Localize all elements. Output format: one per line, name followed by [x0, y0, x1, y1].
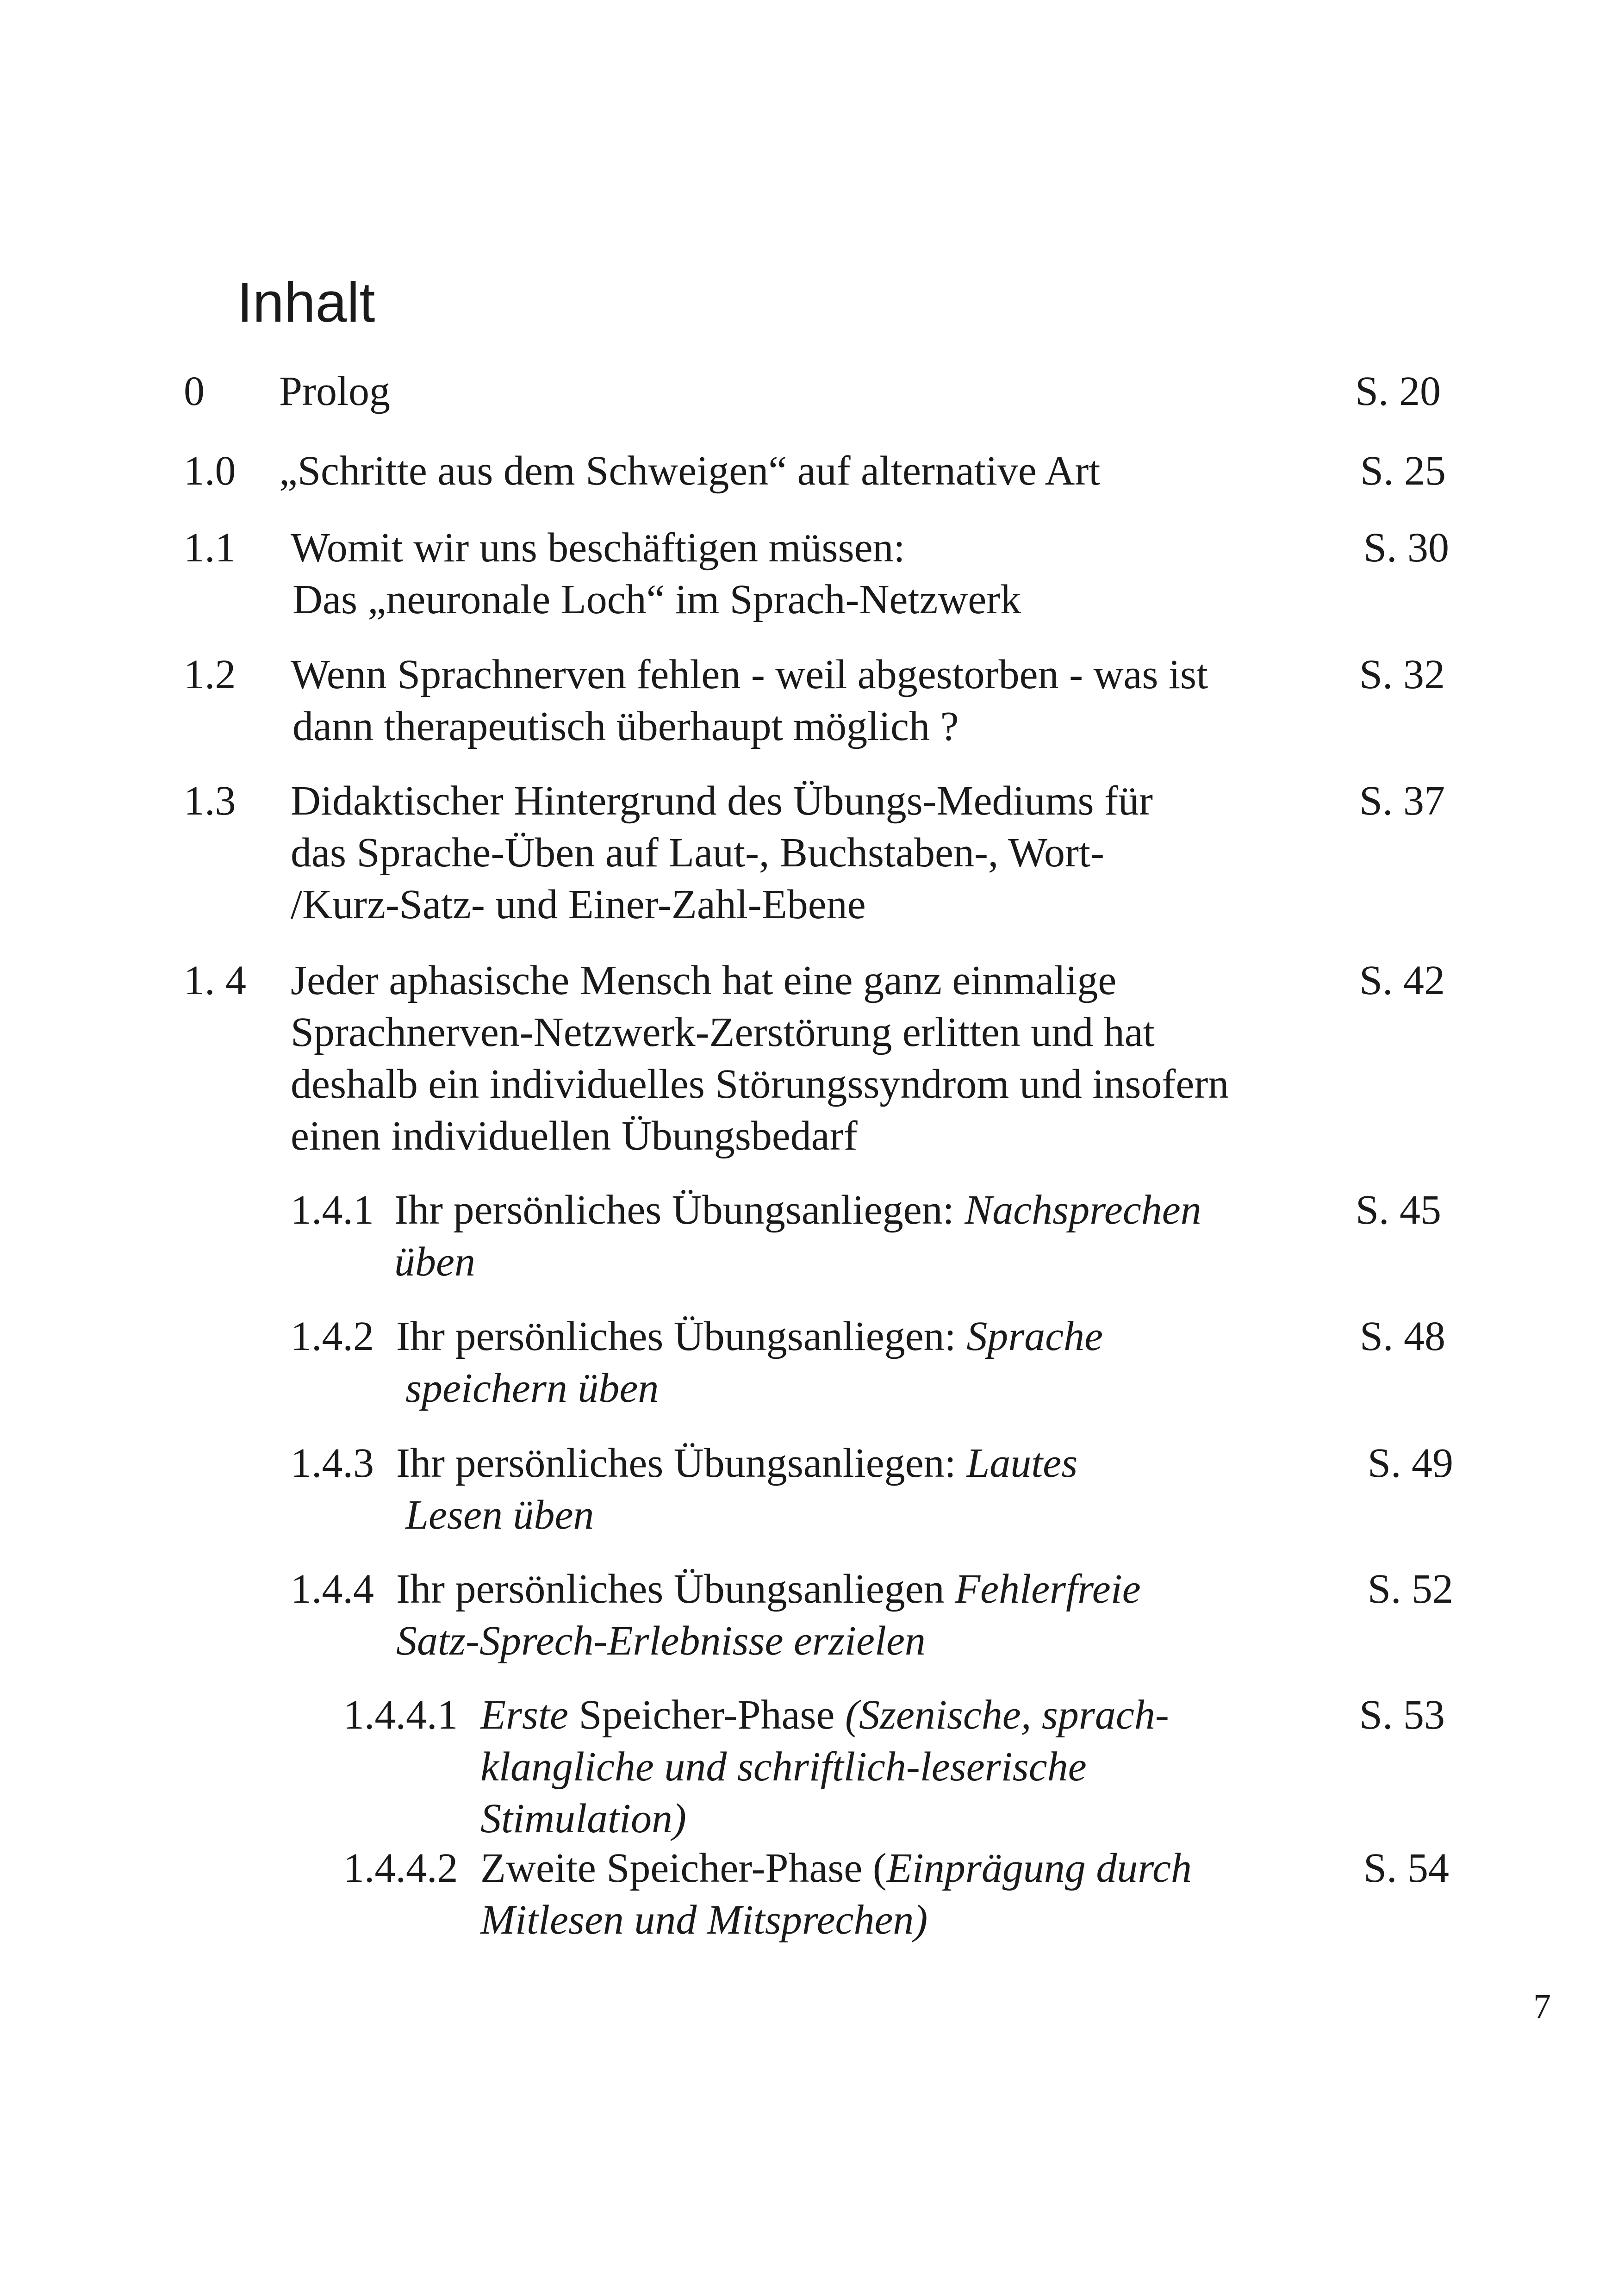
title-italic-part: Nachsprechen — [965, 1187, 1201, 1233]
entry-title-line: deshalb ein individuelles Störungssyndrom und insofern — [291, 1061, 1229, 1107]
entry-page-ref: S. 48 — [1360, 1313, 1446, 1359]
entry-title-line — [480, 1842, 1192, 1894]
entry-number: 1.0 — [184, 448, 236, 494]
title-italic-part: Fehlerfreie — [955, 1566, 1141, 1612]
entry-number: 0 — [184, 368, 205, 414]
entry-title-line: Womit wir uns beschäftigen müssen: — [291, 525, 905, 571]
entry-page-ref: S. 42 — [1359, 958, 1445, 1003]
entry-number: 1.4.1 — [291, 1187, 374, 1233]
entry-title-line: Wenn Sprachnerven fehlen - weil abgestorben - was ist — [291, 652, 1208, 697]
entry-title — [480, 1689, 1169, 1845]
entry-title-line: dann therapeutisch überhaupt möglich ? — [292, 703, 959, 749]
entry-number: 1.4.3 — [291, 1440, 374, 1486]
entry-number: 1.2 — [184, 652, 236, 697]
entry-title — [291, 522, 1021, 626]
entry-title — [279, 445, 1100, 497]
title-italic-part: Erste — [480, 1692, 568, 1738]
entry-number: 1.4.4 — [291, 1566, 374, 1612]
entry-title — [291, 649, 1208, 753]
entry-title — [291, 955, 1229, 1162]
title-regular-part: Zweite Speicher-Phase ( — [480, 1845, 887, 1891]
title-regular-part: Speicher-Phase — [568, 1692, 845, 1738]
entry-page-ref: S. 25 — [1360, 448, 1446, 494]
entry-page-ref: S. 30 — [1363, 525, 1450, 571]
entry-number: 1.4.2 — [291, 1313, 374, 1359]
entry-page-ref: S. 45 — [1356, 1187, 1442, 1233]
title-regular-part: Ihr persönliches Übungsanliegen: — [394, 1187, 965, 1233]
entry-title-line — [394, 1184, 1201, 1236]
entry-number: 1.4.4.1 — [343, 1692, 458, 1738]
page-number: 7 — [1533, 1987, 1551, 2026]
page-title: Inhalt — [237, 271, 375, 334]
entry-page-ref: S. 53 — [1359, 1692, 1445, 1738]
entry-title-line: einen individuellen Übungsbedarf — [291, 1113, 858, 1159]
entry-title-line: speichern üben — [405, 1365, 659, 1411]
entry-number: 1.1 — [184, 525, 236, 571]
title-regular-part: Ihr persönliches Übungsanliegen — [396, 1566, 955, 1612]
entry-title-line: das Sprache-Üben auf Laut-, Buchstaben-, Wort- — [291, 830, 1104, 876]
entry-title-line: Stimulation) — [480, 1796, 686, 1842]
entry-title-line: Sprachnerven-Netzwerk-Zerstörung erlitten und hat — [291, 1009, 1155, 1055]
title-italic-part: (Szenische, sprach- — [845, 1692, 1169, 1738]
entry-title — [480, 1842, 1192, 1946]
title-regular-part: Ihr persönliches Übungsanliegen: — [396, 1313, 967, 1359]
entry-number: 1.3 — [184, 778, 236, 824]
entry-page-ref: S. 49 — [1368, 1440, 1454, 1486]
entry-page-ref: S. 20 — [1355, 368, 1441, 414]
entry-title-line — [396, 1563, 1141, 1615]
entry-title-line — [480, 1689, 1169, 1741]
entry-number: 1. 4 — [184, 958, 246, 1003]
entry-title-line: Satz-Sprech-Erlebnisse erzielen — [396, 1618, 926, 1664]
entry-title — [396, 1311, 1103, 1414]
entry-title-line: klangliche und schriftlich-leserische — [480, 1744, 1087, 1790]
entry-title-line: /Kurz-Satz- und Einer-Zahl-Ebene — [291, 882, 866, 927]
entry-number: 1.4.4.2 — [343, 1845, 458, 1891]
entry-title-line: „Schritte aus dem Schweigen“ auf alternative Art — [279, 448, 1101, 494]
entry-title-line: Prolog — [279, 368, 391, 414]
entry-title-line — [396, 1437, 1077, 1489]
title-italic-part: Sprache — [966, 1313, 1103, 1359]
title-regular-part: Ihr persönliches Übungsanliegen: — [396, 1440, 967, 1486]
entry-title-line: üben — [394, 1239, 475, 1285]
entry-title — [279, 366, 390, 417]
entry-title — [396, 1563, 1141, 1667]
entry-title-line: Jeder aphasische Mensch hat eine ganz einmalige — [291, 958, 1117, 1003]
entry-title — [396, 1437, 1077, 1541]
entry-title-line: Didaktischer Hintergrund des Übungs-Mediums für — [291, 778, 1153, 824]
entry-title — [394, 1184, 1201, 1288]
title-italic-part: Lautes — [966, 1440, 1078, 1486]
entry-title-line: Das „neuronale Loch“ im Sprach-Netzwerk — [292, 577, 1021, 622]
entry-page-ref: S. 37 — [1359, 778, 1445, 824]
entry-title-line: Lesen üben — [405, 1492, 594, 1538]
entry-page-ref: S. 52 — [1368, 1566, 1454, 1612]
entry-title-line: Mitlesen und Mitsprechen) — [480, 1897, 928, 1943]
entry-page-ref: S. 54 — [1363, 1845, 1450, 1891]
title-italic-part: Einprägung durch — [886, 1845, 1192, 1891]
entry-page-ref: S. 32 — [1359, 652, 1445, 697]
entry-title-line — [396, 1311, 1103, 1363]
entry-title — [291, 775, 1153, 931]
